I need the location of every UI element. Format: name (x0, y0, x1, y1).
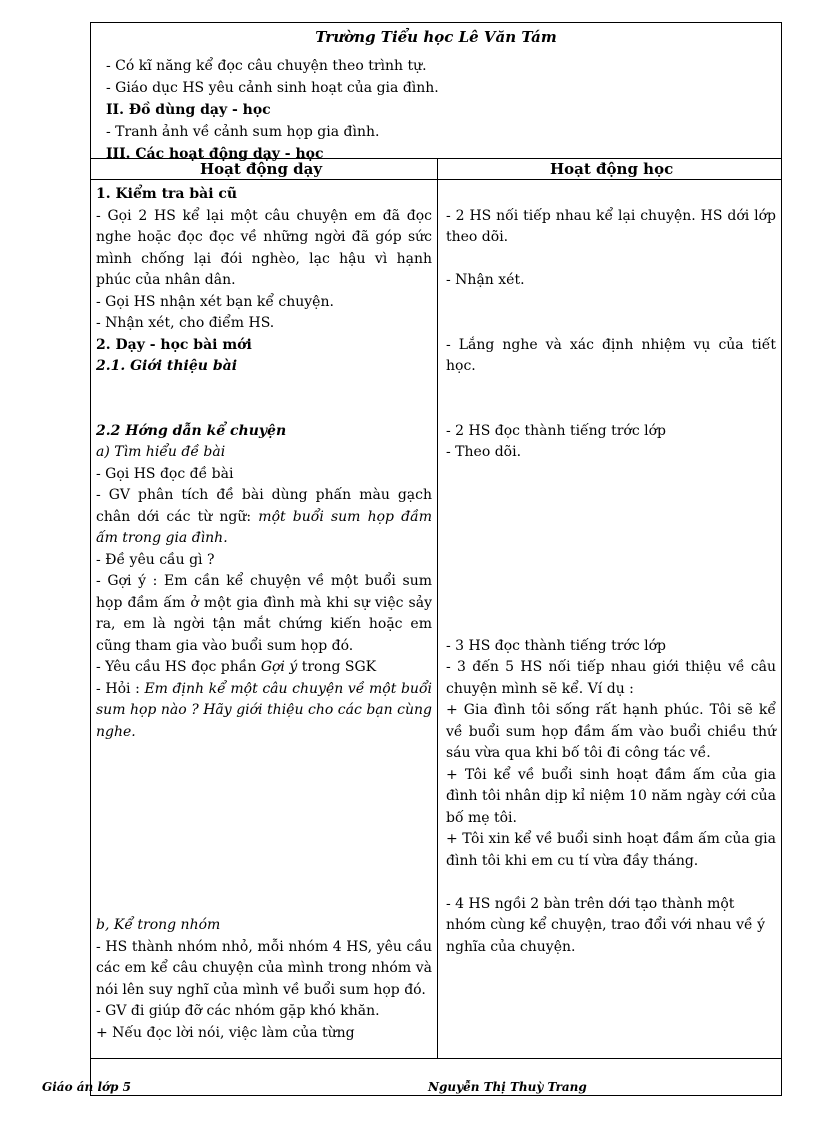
subsection-heading: b, Kể trong nhóm (96, 917, 221, 933)
section-heading: III. Các hoạt động dạy - học (106, 146, 324, 162)
example-item: + Gia đình tôi sống rất hạnh phúc. Tôi sẽ kể về buổi sum họp đầm ấm vào buổi chiều thứ sáu vừa qua khi bố tôi đi công tác về. (446, 702, 776, 761)
activity-item: - Nhận xét, cho điểm HS. (96, 315, 275, 331)
activity-item: - Hỏi : Em định kể một câu chuyện về một buổi sum họp nào ? Hãy giới thiệu cho các bạn cùng nghe. (96, 680, 432, 740)
school-name: Trường Tiểu học Lê Văn Tám (315, 28, 557, 46)
subsection-heading: 2.2 Hớng dẫn kể chuyện (96, 422, 287, 439)
activity-item: - 3 đến 5 HS nối tiếp nhau giới thiệu về câu chuyện mình sẽ kể. Ví dụ : (446, 659, 776, 697)
activity-item: - Nhận xét. (446, 272, 525, 288)
activity-item: - 2 HS nối tiếp nhau kể lại chuyện. HS dới lớp theo dõi. (446, 207, 776, 245)
section-heading: II. Đồ dùng dạy - học (106, 102, 271, 118)
footer-author: Nguyễn Thị Thuỳ Trang (428, 1080, 587, 1094)
column-header-teaching: Hoạt động dạy (200, 160, 323, 178)
materials-line: - Tranh ảnh về cảnh sum họp gia đình. (106, 124, 380, 140)
activity-item: - Lắng nghe và xác định nhiệm vụ của tiết học. (446, 336, 776, 374)
activity-item: - GV phân tích đề bài dùng phấn màu gạch chân dới các từ ngữ: một buổi sum họp đầm ấm trong gia đình. (96, 487, 432, 546)
activity-item: - 4 HS ngồi 2 bàn trên dới tạo thành một nhóm cùng kể chuyện, trao đổi với nhau về ý nghĩa của chuyện. (446, 895, 765, 955)
example-item: + Tôi kể về buổi sinh hoạt đầm ấm của gia đình tôi nhân dịp kỉ niệm 10 năm ngày cới của bố mẹ tôi. (446, 766, 776, 826)
footer-left: Giáo án lớp 5 (42, 1080, 131, 1094)
section-heading: 1. Kiểm tra bài cũ (96, 186, 238, 202)
column-divider (437, 158, 438, 1058)
subsection-heading: 2.1. Giới thiệu bài (96, 358, 238, 374)
activity-item: - Gọi HS nhận xét bạn kể chuyện. (96, 293, 334, 310)
example-item: + Tôi xin kể về buổi sinh hoạt đầm ấm của gia đình tôi khi em cu tí vừa đầy tháng. (446, 831, 776, 869)
student-activities-column (446, 184, 776, 958)
lesson-intro (106, 55, 776, 165)
subsection-heading: a) Tìm hiểu đề bài (96, 444, 226, 460)
activity-item: - Đề yêu cầu gì ? (96, 551, 215, 568)
table-bottom-line (90, 1058, 782, 1059)
section-heading: 2. Dạy - học bài mới (96, 336, 252, 353)
activity-item: - HS thành nhóm nhỏ, mỗi nhóm 4 HS, yêu cầu các em kể câu chuyện của mình trong nhóm và nói lên suy nghĩ của mình về buổi sum họp đó. (96, 938, 432, 998)
objective-line: - Giáo dục HS yêu cảnh sinh hoạt của gia đình. (106, 80, 439, 96)
activity-item: - Gợi ý : Em cần kể chuyện về một buổi sum họp đầm ấm ở một gia đình mà khi sự việc sảy ra, em là ngời tận mắt chứng kiến hoặc em cũng tham gia vào buổi sum họp đó. (96, 573, 432, 654)
column-header-learning: Hoạt động học (550, 160, 674, 178)
objective-line: - Có kĩ năng kể đọc câu chuyện theo trình tự. (106, 58, 427, 74)
activity-item: - Yêu cầu HS đọc phần Gợi ý trong SGK (96, 659, 377, 675)
activity-item: - Gọi 2 HS kể lại một câu chuyện em đã đọc nghe hoặc đọc đọc về những ngời đã góp sức mình chống lại đói nghèo, lạc hậu vì hạnh phúc của nhân dân. (96, 207, 432, 288)
table-header (90, 158, 782, 180)
activity-item: - Gọi HS đọc đề bài (96, 465, 234, 482)
activity-item: + Nếu đọc lời nói, việc làm của từng (96, 1024, 355, 1041)
activity-item: - GV đi giúp đỡ các nhóm gặp khó khăn. (96, 1003, 380, 1019)
activity-item: - Theo dõi. (446, 444, 522, 460)
activity-item: - 3 HS đọc thành tiếng trớc lớp (446, 637, 666, 654)
teacher-activities-column (96, 184, 432, 1044)
activity-item: - 2 HS đọc thành tiếng trớc lớp (446, 422, 666, 439)
